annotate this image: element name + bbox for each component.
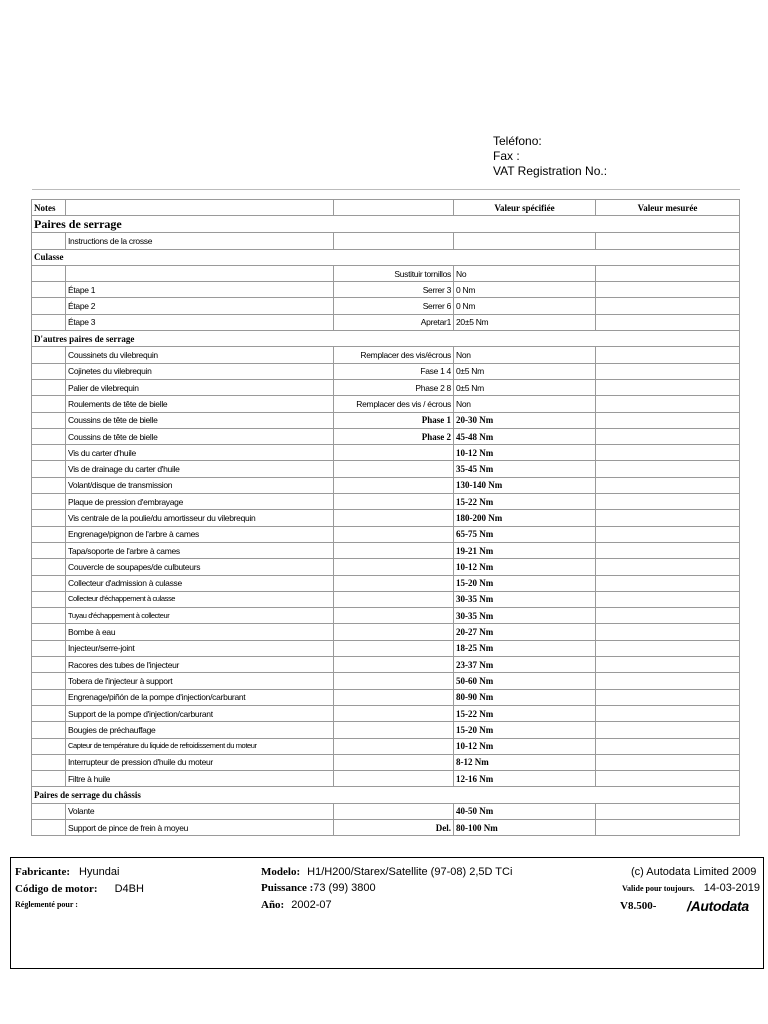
table-row: Volant/disque de transmission 130-140 Nm: [32, 477, 740, 493]
fax-label: Fax :: [493, 149, 520, 163]
table-row: Bougies de préchauffage 15-20 Nm: [32, 722, 740, 738]
table-row: Engrenage/pignon de l'arbre à cames 65-75 Nm: [32, 526, 740, 542]
table-row: Palier de vilebrequin Phase 2 8 0±5 Nm: [32, 379, 740, 395]
reglemente-label: Réglementé pour :: [15, 900, 78, 909]
modelo-row: [261, 866, 512, 878]
table-row: Roulements de tête de bielle Remplacer des vis / écrous Non: [32, 396, 740, 412]
codigo-label: Código de motor:: [15, 883, 98, 895]
autodata-logo: [687, 898, 749, 914]
footer-box: [10, 857, 764, 969]
puissance-value: 73 (99) 3800: [313, 882, 376, 894]
table-row: Instructions de la crosse: [32, 233, 740, 249]
table-row: Étape 2 Serrer 6 0 Nm: [32, 298, 740, 314]
valide-row: [622, 882, 760, 894]
table-row: Tuyau d'échappement à collecteur 30-35 Nm: [32, 608, 740, 624]
table-row: Tapa/soporte de l'arbre à cames 19-21 Nm: [32, 542, 740, 558]
torque-table: [31, 199, 740, 836]
modelo-value: H1/H200/Starex/Satellite (97-08) 2,5D TCi: [307, 866, 513, 878]
vat-label: VAT Registration No.:: [493, 164, 608, 178]
codigo-value: D4BH: [114, 883, 144, 895]
section-chassis: Paires de serrage du châssis: [32, 787, 740, 803]
notes-header: Notes: [32, 200, 66, 216]
table-row: Étape 3 Apretar1 20±5 Nm: [32, 314, 740, 330]
table-header-row: [32, 200, 740, 216]
table-row: Volante 40-50 Nm: [32, 803, 740, 819]
date-value: 14-03-2019: [703, 882, 761, 894]
ano-row: [261, 899, 332, 911]
table-row: Collecteur d'admission à culasse 15-20 Nm: [32, 575, 740, 591]
table-row: Bombe à eau 20-27 Nm: [32, 624, 740, 640]
table-row: Racores des tubes de l'injecteur 23-37 Nm: [32, 657, 740, 673]
table-row: Collecteur d'échappement à culasse 30-35 Nm: [32, 591, 740, 607]
logo-slash-icon: /: [687, 898, 691, 914]
logo-text: Autodata: [690, 898, 749, 914]
version: V8.500-: [620, 900, 657, 912]
table-row: Tobera de l'injecteur à support 50-60 Nm: [32, 673, 740, 689]
table-row: Engrenage/piñón de la pompe d'injection/carburant 80-90 Nm: [32, 689, 740, 705]
valide-label: Valide pour toujours.: [622, 884, 695, 893]
table-row: Vis centrale de la poulie/du amortisseur du vilebrequin 180-200 Nm: [32, 510, 740, 526]
table-row: Cojinetes du vilebrequin Fase 1 4 0±5 Nm: [32, 363, 740, 379]
puissance-row: [261, 882, 376, 894]
table-row: Interrupteur de pression d'huile du moteur 8-12 Nm: [32, 754, 740, 770]
table-row: Plaque de pression d'embrayage 15-22 Nm: [32, 494, 740, 510]
fabricante-label: Fabricante:: [15, 866, 70, 878]
section-paires: [32, 216, 740, 233]
table-row: Coussinets du vilebrequin Remplacer des vis/écrous Non: [32, 347, 740, 363]
table-row: Étape 1 Serrer 3 0 Nm: [32, 282, 740, 298]
modelo-label: Modelo:: [261, 866, 301, 878]
contact-block: [493, 134, 607, 179]
codigo-row: [15, 883, 144, 895]
copyright: (c) Autodata Limited 2009: [631, 866, 757, 878]
fabricante-value: Hyundai: [79, 866, 120, 878]
section-culasse: Culasse: [32, 249, 740, 265]
valeur-specifiee-header: Valeur spécifiée: [454, 200, 596, 216]
valeur-mesuree-header: Valeur mesurée: [596, 200, 740, 216]
table-row: Filtre à huile 12-16 Nm: [32, 771, 740, 787]
puissance-label: Puissance :: [261, 882, 314, 894]
section-autres: D'autres paires de serrage: [32, 331, 740, 347]
table-row: Injecteur/serre-joint 18-25 Nm: [32, 640, 740, 656]
fabricante-row: [15, 866, 119, 878]
telefono-label: Teléfono:: [493, 134, 542, 148]
table-row: Couvercle de soupapes/de culbuteurs 10-12 Nm: [32, 559, 740, 575]
table-row: Support de la pompe d'injection/carburant 15-22 Nm: [32, 705, 740, 721]
table-row: Coussins de tête de bielle Phase 1 20-30 Nm: [32, 412, 740, 428]
section-title: Paires de serrage: [34, 217, 122, 232]
ano-value: 2002-07: [291, 899, 332, 911]
table-row: Support de pince de frein à moyeu Del. 80-100 Nm: [32, 819, 740, 835]
ano-label: Año:: [261, 899, 285, 911]
table-row: Capteur de température du liquide de refroidissement du moteur 10-12 Nm: [32, 738, 740, 754]
header-divider: [32, 189, 740, 190]
table-row: Sustituir tornillos No: [32, 265, 740, 281]
table-row: Vis de drainage du carter d'huile 35-45 Nm: [32, 461, 740, 477]
table-row: Vis du carter d'huile 10-12 Nm: [32, 445, 740, 461]
table-row: Coussins de tête de bielle Phase 2 45-48 Nm: [32, 428, 740, 444]
